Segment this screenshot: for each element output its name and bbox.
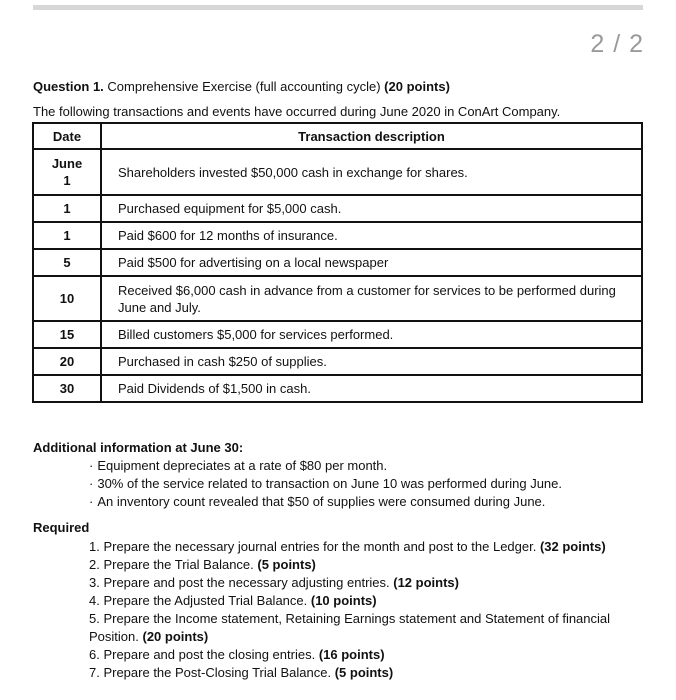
table-row (33, 149, 642, 195)
table-row (33, 249, 642, 276)
row-description: Paid $500 for advertising on a local newspaper (101, 249, 642, 276)
required-item-points: (16 points) (318, 647, 385, 662)
question-points: (20 points) (384, 79, 450, 94)
table-row (33, 321, 642, 348)
required-list (89, 538, 634, 682)
row-date-month: June 1 (51, 156, 83, 188)
question-intro: The following transactions and events have occurred during June 2020 in ConArt Company. (33, 104, 561, 119)
table-row (33, 348, 642, 375)
transactions-table (32, 122, 643, 403)
row-description: Purchased equipment for $5,000 cash. (101, 195, 642, 222)
additional-info-title: Additional information at June 30: (33, 440, 244, 455)
question-title (33, 79, 450, 94)
table-row (33, 276, 642, 321)
required-item-text: 6. Prepare and post the closing entries. (89, 647, 316, 662)
list-item (89, 592, 634, 610)
required-item-text: 1. Prepare the necessary journal entries for the month and post to the Ledger. (89, 539, 537, 554)
question-label: Question 1. (33, 79, 104, 94)
list-item (89, 538, 634, 556)
required-item-text: 4. Prepare the Adjusted Trial Balance. (89, 593, 308, 608)
list-item: · Equipment depreciates at a rate of $80 per month. (89, 458, 562, 476)
list-item: · An inventory count revealed that $50 of supplies were consumed during June. (89, 494, 562, 512)
table-row (33, 222, 642, 249)
required-item-points: (32 points) (539, 539, 606, 554)
required-item-text: 2. Prepare the Trial Balance. (89, 557, 254, 572)
row-date: 1 (33, 195, 101, 222)
list-item (89, 664, 634, 682)
date-column-header: Date (33, 123, 101, 149)
row-date: 10 (33, 276, 101, 321)
row-date: 15 (33, 321, 101, 348)
row-description: Received $6,000 cash in advance from a customer for services to be performed during June and July. (101, 276, 642, 321)
list-item: · 30% of the service related to transaction on June 10 was performed during June. (89, 476, 562, 494)
required-title: Required (33, 520, 90, 535)
row-description: Paid $600 for 12 months of insurance. (101, 222, 642, 249)
required-item-points: (10 points) (310, 593, 377, 608)
required-item-points: (5 points) (334, 665, 394, 680)
row-date (33, 149, 101, 195)
row-description: Purchased in cash $250 of supplies. (101, 348, 642, 375)
list-item (89, 574, 634, 592)
table-row (33, 195, 642, 222)
description-column-header: Transaction description (101, 123, 642, 149)
required-item-text: 7. Prepare the Post-Closing Trial Balance. (89, 665, 332, 680)
required-item-points: (20 points) (142, 629, 209, 644)
table-row (33, 375, 642, 402)
row-date: 20 (33, 348, 101, 375)
page-number: 2 / 2 (590, 30, 644, 58)
required-item-text: 3. Prepare and post the necessary adjusting entries. (89, 575, 390, 590)
table-header-row (33, 123, 642, 149)
row-date: 1 (33, 222, 101, 249)
row-description: Paid Dividends of $1,500 in cash. (101, 375, 642, 402)
list-item (89, 610, 634, 646)
question-title-text: Comprehensive Exercise (full accounting cycle) (107, 79, 381, 94)
row-description: Shareholders invested $50,000 cash in exchange for shares. (101, 149, 642, 195)
list-item (89, 556, 634, 574)
required-item-points: (12 points) (393, 575, 459, 590)
required-item-points: (5 points) (257, 557, 316, 572)
row-date: 30 (33, 375, 101, 402)
row-date: 5 (33, 249, 101, 276)
additional-info-list (89, 458, 562, 512)
row-description: Billed customers $5,000 for services performed. (101, 321, 642, 348)
list-item (89, 646, 634, 664)
top-divider (33, 5, 643, 10)
required-item-text: 5. Prepare the Income statement, Retaining Earnings statement and Statement of financial Position. (89, 611, 611, 644)
